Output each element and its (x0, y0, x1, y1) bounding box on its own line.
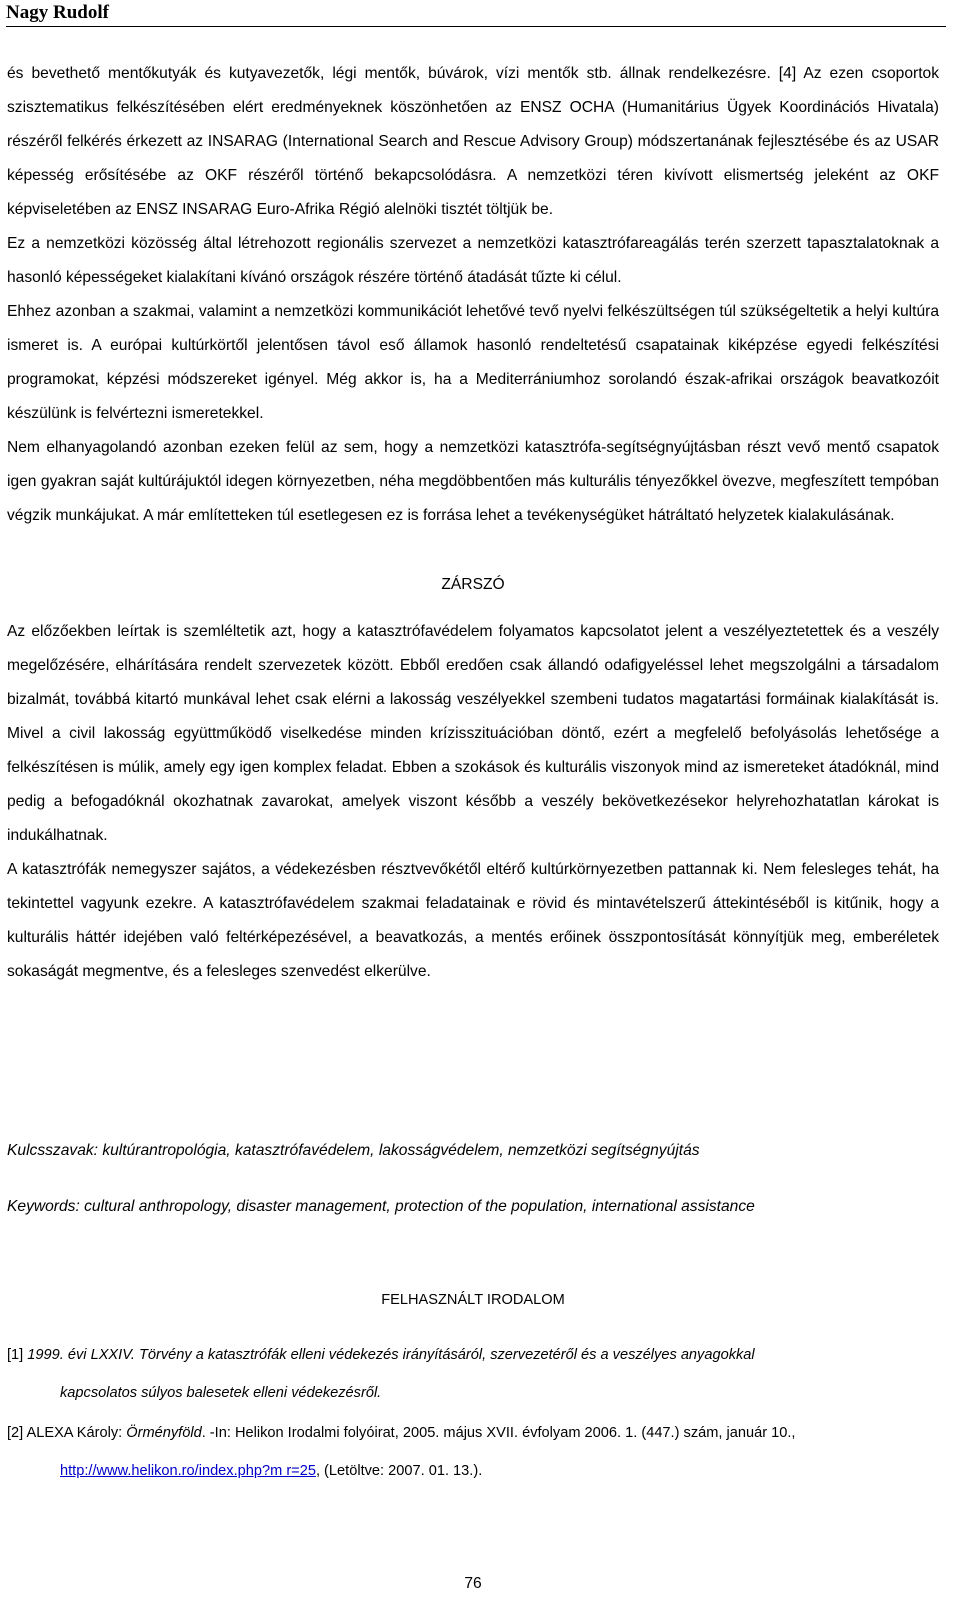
references-heading: FELHASZNÁLT IRODALOM (381, 1292, 565, 1308)
paragraph: Nem elhanyagolandó azonban ezeken felül az sem, hogy a nemzetközi katasztrófa-segítségnyújtásban részt vevő mentő csapatok igen gyakran saját kultúrájuktól idegen környezetben, néha megdöbbentően más kulturális tényezőkkel övezve, megfeszített tempóban végzik munkájukat. A már említetteken túl esetlegesen ez is forrása lehet a tevékenységüket hátráltató helyzetek kialakulásának. (7, 439, 939, 524)
reference-link-line (7, 1452, 939, 1490)
author-name: Nagy Rudolf (6, 2, 109, 23)
keywords-english: Keywords: cultural anthropology, disaster management, protection of the population, international assistance (7, 1198, 755, 1215)
reference-title: Örményföld (126, 1425, 202, 1441)
reference-link[interactable]: http://www.helikon.ro/index.php?m r=25 (60, 1463, 316, 1479)
reference-author: ALEXA Károly: (26, 1425, 127, 1441)
page-header (6, 0, 946, 27)
section-heading: ZÁRSZÓ (441, 576, 505, 593)
reference-download-date: , (Letöltve: 2007. 01. 13.). (315, 1463, 483, 1479)
reference-item (7, 1414, 939, 1490)
page-number: 76 (464, 1575, 482, 1592)
reference-text: 1999. évi LXXIV. Törvény a katasztrófák elleni védekezés irányításáról, szervezetéről és a veszélyes anyagokkal (27, 1347, 755, 1363)
reference-number: [2] (7, 1425, 24, 1441)
paragraph: A katasztrófák nemegyszer sajátos, a védekezésben résztvevőkétől eltérő kultúrkörnyezetben pattannak ki. Nem felesleges tehát, ha tekintettel vagyunk ezekre. A katasztrófavédelem szakmai feladatainak e rövid és mintavételszerű áttekintéséből is kitűnik, hogy a kulturális háttér idejében való feltérképezésével, a beavatkozás, a mentés erőinek összpontosítását könnyítjük meg, emberéletek sokaságát megmentve, és a felesleges szenvedést elkerülve. (7, 861, 939, 980)
reference-details: . -In: Helikon Irodalmi folyóirat, 2005. május XVII. évfolyam 2006. 1. (447.) szám, január 10., (201, 1425, 796, 1441)
reference-item (7, 1336, 939, 1412)
paragraph: Ez a nemzetközi közösség által létrehozott regionális szervezet a nemzetközi katasztrófareagálás terén szerzett tapasztalatoknak a hasonló képességeket kialakítani kívánó országok részére történő átadását tűzte ki célul. (7, 235, 939, 286)
article-body (7, 57, 939, 989)
paragraph: és bevethető mentőkutyák és kutyavezetők, légi mentők, búvárok, vízi mentők stb. állnak rendelkezésre. [4] Az ezen csoportok szisztematikus felkészítésében elért eredményeknek köszönhetően az ENSZ OCHA (Humanitárius Ügyek Koordinációs Hivatala) részéről felkérés érkezett az INSARAG (International Search and Rescue Advisory Group) módszertanának fejlesztésébe és az USAR képesség erősítésébe az OKF részéről történő bekapcsolódásra. A nemzetközi téren kivívott elismertség jeleként az OKF képviseletében az ENSZ INSARAG Euro-Afrika Régió alelnöki tisztét töltjük be. (7, 65, 939, 218)
keywords-hungarian: Kulcsszavak: kultúrantropológia, katasztrófavédelem, lakosságvédelem, nemzetközi segítségnyújtás (7, 1142, 700, 1159)
reference-text-continued: kapcsolatos súlyos balesetek elleni védekezésről. (60, 1385, 382, 1401)
reference-number: [1] (7, 1347, 24, 1363)
paragraph: Az előzőekben leírtak is szemléltetik azt, hogy a katasztrófavédelem folyamatos kapcsolatot jelent a veszélyeztetettek és a veszély megelőzésére, elhárítására rendelt szervezetek között. Ebből eredően csak állandó odafigyeléssel lehet megszolgálni a társadalom bizalmát, továbbá kitartó munkával lehet csak elérni a lakosság veszélyekkel szembeni tudatos magatartási formáinak kialakítását is. Mivel a civil lakosság együttműködő viselkedése minden krízisszituációban döntő, ezért a megfelelő befolyásolás lehetősége a felkészítésen is múlik, amely egy igen komplex feladat. Ebben a szokások és kulturális viszonyok mind az ismereteket átadóknál, mind pedig a befogadóknál okozhatnak zavarokat, amelyek viszont később a veszély bekövetkezésekor helyrehozhatatlan károkat is indukálhatnak. (7, 623, 939, 844)
paragraph: Ehhez azonban a szakmai, valamint a nemzetközi kommunikációt lehetővé tevő nyelvi felkészültségen túl szükségeltetik a helyi kultúra ismeret is. A európai kultúrkörtől jelentősen távol eső államok hasonló rendeltetésű csapatainak kiképzése egyedi felkészítési programokat, képzési módszereket igényel. Még akkor is, ha a Mediterrániumhoz sorolandó észak-afrikai országok beavatkozóit készülünk is felvértezni ismeretekkel. (7, 303, 939, 422)
